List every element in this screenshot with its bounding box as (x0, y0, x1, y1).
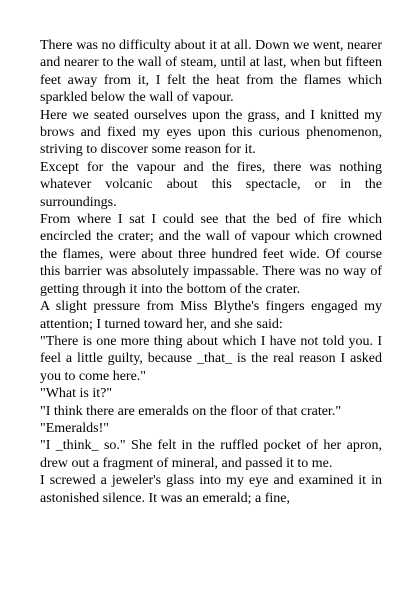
paragraph-1: There was no difficulty about it at all. Down we went, nearer and nearer to the wall of steam, until at last, when but fifteen feet away from it, I felt the heat from the flames which sparkled below the wall of vapour. (40, 38, 382, 106)
paragraph-7: "What is it?" (40, 386, 113, 402)
paragraph-4: From where I sat I could see that the bed of fire which encircled the crater; and the wall of vapour which crowned the flames, were about three hundred feet wide. Of course this barrier was absolutely impassable. There was no way of getting through it into the bottom of the crater. (40, 212, 382, 297)
paragraph-5: A slight pressure from Miss Blythe's fingers engaged my attention; I turned toward her, and she said: (40, 299, 382, 332)
paragraph-10: "I _think_ so." She felt in the ruffled pocket of her apron, drew out a fragment of mineral, and passed it to me. (40, 438, 382, 471)
paragraph-8: "I think there are emeralds on the floor of that crater." (40, 403, 342, 419)
document-page (40, 37, 382, 507)
paragraph-3: Except for the vapour and the fires, there was nothing whatever volcanic about this spectacle, or in the surroundings. (40, 159, 382, 210)
paragraph-9: "Emeralds!" (40, 420, 109, 436)
paragraph-6: "There is one more thing about which I have not told you. I feel a little guilty, because _that_ is the real reason I asked you to come here." (40, 333, 382, 384)
paragraph-11: I screwed a jeweler's glass into my eye and examined it in astonished silence. It was an emerald; a fine, (40, 473, 382, 506)
paragraph-2: Here we seated ourselves upon the grass, and I knitted my brows and fixed my eyes upon this curious phenomenon, striving to discover some reason for it. (40, 107, 382, 158)
